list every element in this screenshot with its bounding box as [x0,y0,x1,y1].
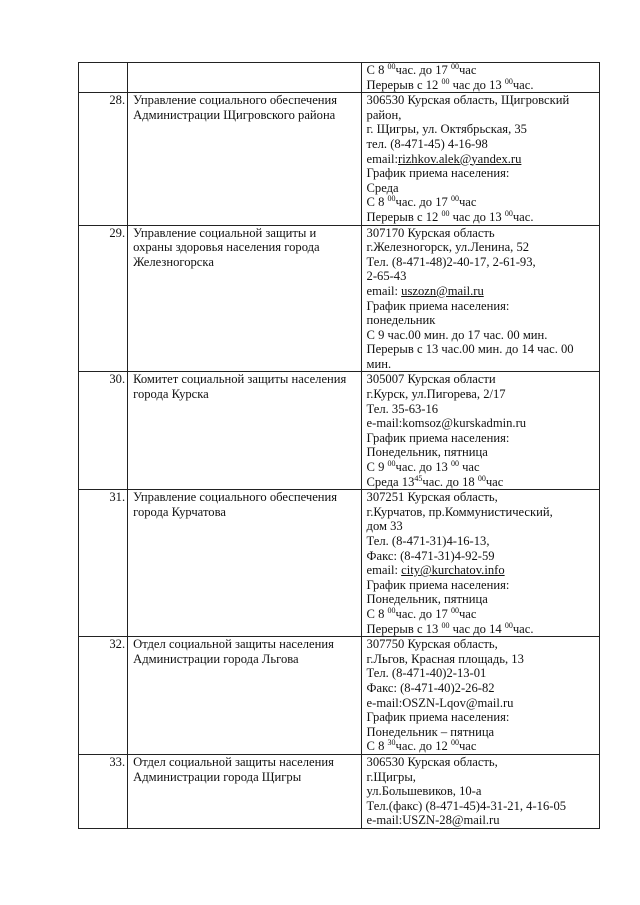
email-link[interactable]: city@kurchatov.info [401,563,505,578]
contact-info-line: Тел. (8-471-40)2-13-01 [366,666,487,681]
contact-info-line: дом 33 [366,519,403,534]
contact-info-line: График приема населения: [366,430,510,445]
contact-info-line: С 8 $^{00}$час. до 17 $^{00}$час [366,194,477,210]
contact-info-line: 306530 Курская область, Щигровский [366,93,570,108]
table-row [79,637,600,755]
table-body [79,63,600,829]
row-number: 30. [79,372,128,490]
contact-info-line: г.Щигры, [366,769,416,784]
contact-info-line: Тел. (8-471-48)2-40-17, 2-61-93, [366,254,536,269]
row-number: 28. [79,93,128,225]
organization-name [128,372,361,490]
contact-info-line: тел. (8-471-45) 4-16-98 [366,136,488,151]
table-row [79,490,600,637]
contact-info-line: район, [366,107,402,122]
contact-info-line: Тел.(факс) (8-471-45)4-31-21, 4-16-05 [366,798,567,813]
contact-info-line: г.Курск, ул.Пигорева, 2/17 [366,387,506,402]
table-row [79,372,600,490]
contact-info [361,93,599,225]
contact-info [361,372,599,490]
contact-info-line: г.Курчатов, пр.Коммунистический, [366,504,553,519]
row-number: 29. [79,225,128,372]
organization-name [128,637,361,755]
contact-info-line: График приема населения: [366,577,510,592]
email-link[interactable]: rizhkov.alek@yandex.ru [398,151,522,166]
contact-info-line: График приема населения: [366,298,510,313]
contact-info-line: email:rizhkov.alek@yandex.ru [366,151,522,166]
contact-info-line: Понедельник, пятница [366,445,488,460]
table-row [79,63,600,93]
contact-info-line: ул.Большевиков, 10-а [366,784,482,799]
contact-info-line: e-mail:USZN-28@mail.ru [366,813,500,828]
contact-info-line: 2-65-43 [366,269,407,284]
organization-name [128,93,361,225]
contact-info-line: 306530 Курская область, [366,754,498,769]
table-row [79,93,600,225]
contact-info-line: График приема населения: [366,166,510,181]
social-protection-table [78,62,600,829]
contact-info-line: Тел. 35-63-16 [366,401,439,416]
contact-info-line: понедельник [366,313,436,328]
contact-info-line: График приема населения: [366,710,510,725]
contact-info-line: Понедельник, пятница [366,592,488,607]
contact-info-line: С 9 час.00 мин. до 17 час. 00 мин. [366,327,548,342]
contact-info-line: Перерыв с 12 $^{00}$ час до 13 $^{00}$час. [366,208,534,224]
contact-info-line: С 9 $^{00}$час. до 13 $^{00}$ час [366,459,480,475]
contact-info-line: С 8 $^{00}$час. до 17 $^{00}$час [366,62,477,77]
contact-info-line: Факс: (8-471-31)4-92-59 [366,548,495,563]
row-number: 31. [79,490,128,637]
contact-info-line: г. Щигры, ул. Октябрьская, 35 [366,122,527,137]
organization-name-text: Отдел социальной защиты населения Администрации города Льгова [133,637,334,666]
organization-name-text: Комитет социальной защиты населения города Курска [133,372,347,402]
contact-info-line: e-mail:komsoz@kurskadmin.ru [366,416,527,431]
contact-info-line: мин. [366,356,392,371]
table-row [79,754,600,828]
contact-info-line: г.Льгов, Красная площадь, 13 [366,651,524,666]
contact-info-line: Тел. (8-471-31)4-16-13, [366,534,490,548]
contact-info [361,637,599,755]
row-number: 33. [79,754,128,828]
organization-name [128,754,361,828]
organization-name [128,225,361,372]
contact-info-line: email: uszozn@mail.ru [366,283,484,298]
row-number [79,63,128,93]
contact-info-line: Перерыв с 13 час.00 мин. до 14 час. 00 [366,342,574,357]
contact-info-line: email: city@kurchatov.info [366,563,505,578]
contact-info-line: Перерыв с 13 $^{00}$ час до 14 $^{00}$час. [366,620,534,636]
contact-info [361,754,599,828]
contact-info-line: Понедельник – пятница [366,724,495,739]
contact-info-line: Перерыв с 12 $^{00}$ час до 13 $^{00}$час. [366,76,534,92]
contact-info-line: 307170 Курская область [366,225,495,240]
contact-info-line: С 8 $^{30}$час. до 12 $^{00}$час [366,738,477,754]
contact-info [361,63,599,93]
contact-info [361,490,599,637]
contact-info-line: Факс: (8-471-40)2-26-82 [366,680,495,695]
contact-info-line: 307251 Курская область, [366,490,498,505]
organization-name-text: Управление социального обеспечения Администрации Щигровского района [133,93,338,122]
contact-info-line: г.Железногорск, ул.Ленина, 52 [366,240,530,255]
email-link[interactable]: uszozn@mail.ru [401,283,484,298]
contact-info-line: e-mail:OSZN-Lqov@mail.ru [366,695,514,710]
organization-name [128,63,361,93]
row-number: 32. [79,637,128,755]
contact-info [361,225,599,372]
table-row [79,225,600,372]
contact-info-line: Среда $13^{45}час$. до 18 $^{00}$час [366,473,504,489]
contact-info-line: С 8 $^{00}$час. до 17 $^{00}$час [366,605,477,621]
contact-info-line: 305007 Курская области [366,372,496,387]
organization-name-text: Управление социального обеспечения города Курчатова [133,490,338,519]
organization-name [128,490,361,637]
contact-info-line: 307750 Курская область, [366,637,498,652]
contact-info-line: Среда [366,180,399,195]
organization-name-text: Управление социальной защиты и охраны здоровья населения города Железногорска [133,225,320,269]
organization-name-text: Отдел социальной защиты населения Администрации города Щигры [133,754,334,784]
